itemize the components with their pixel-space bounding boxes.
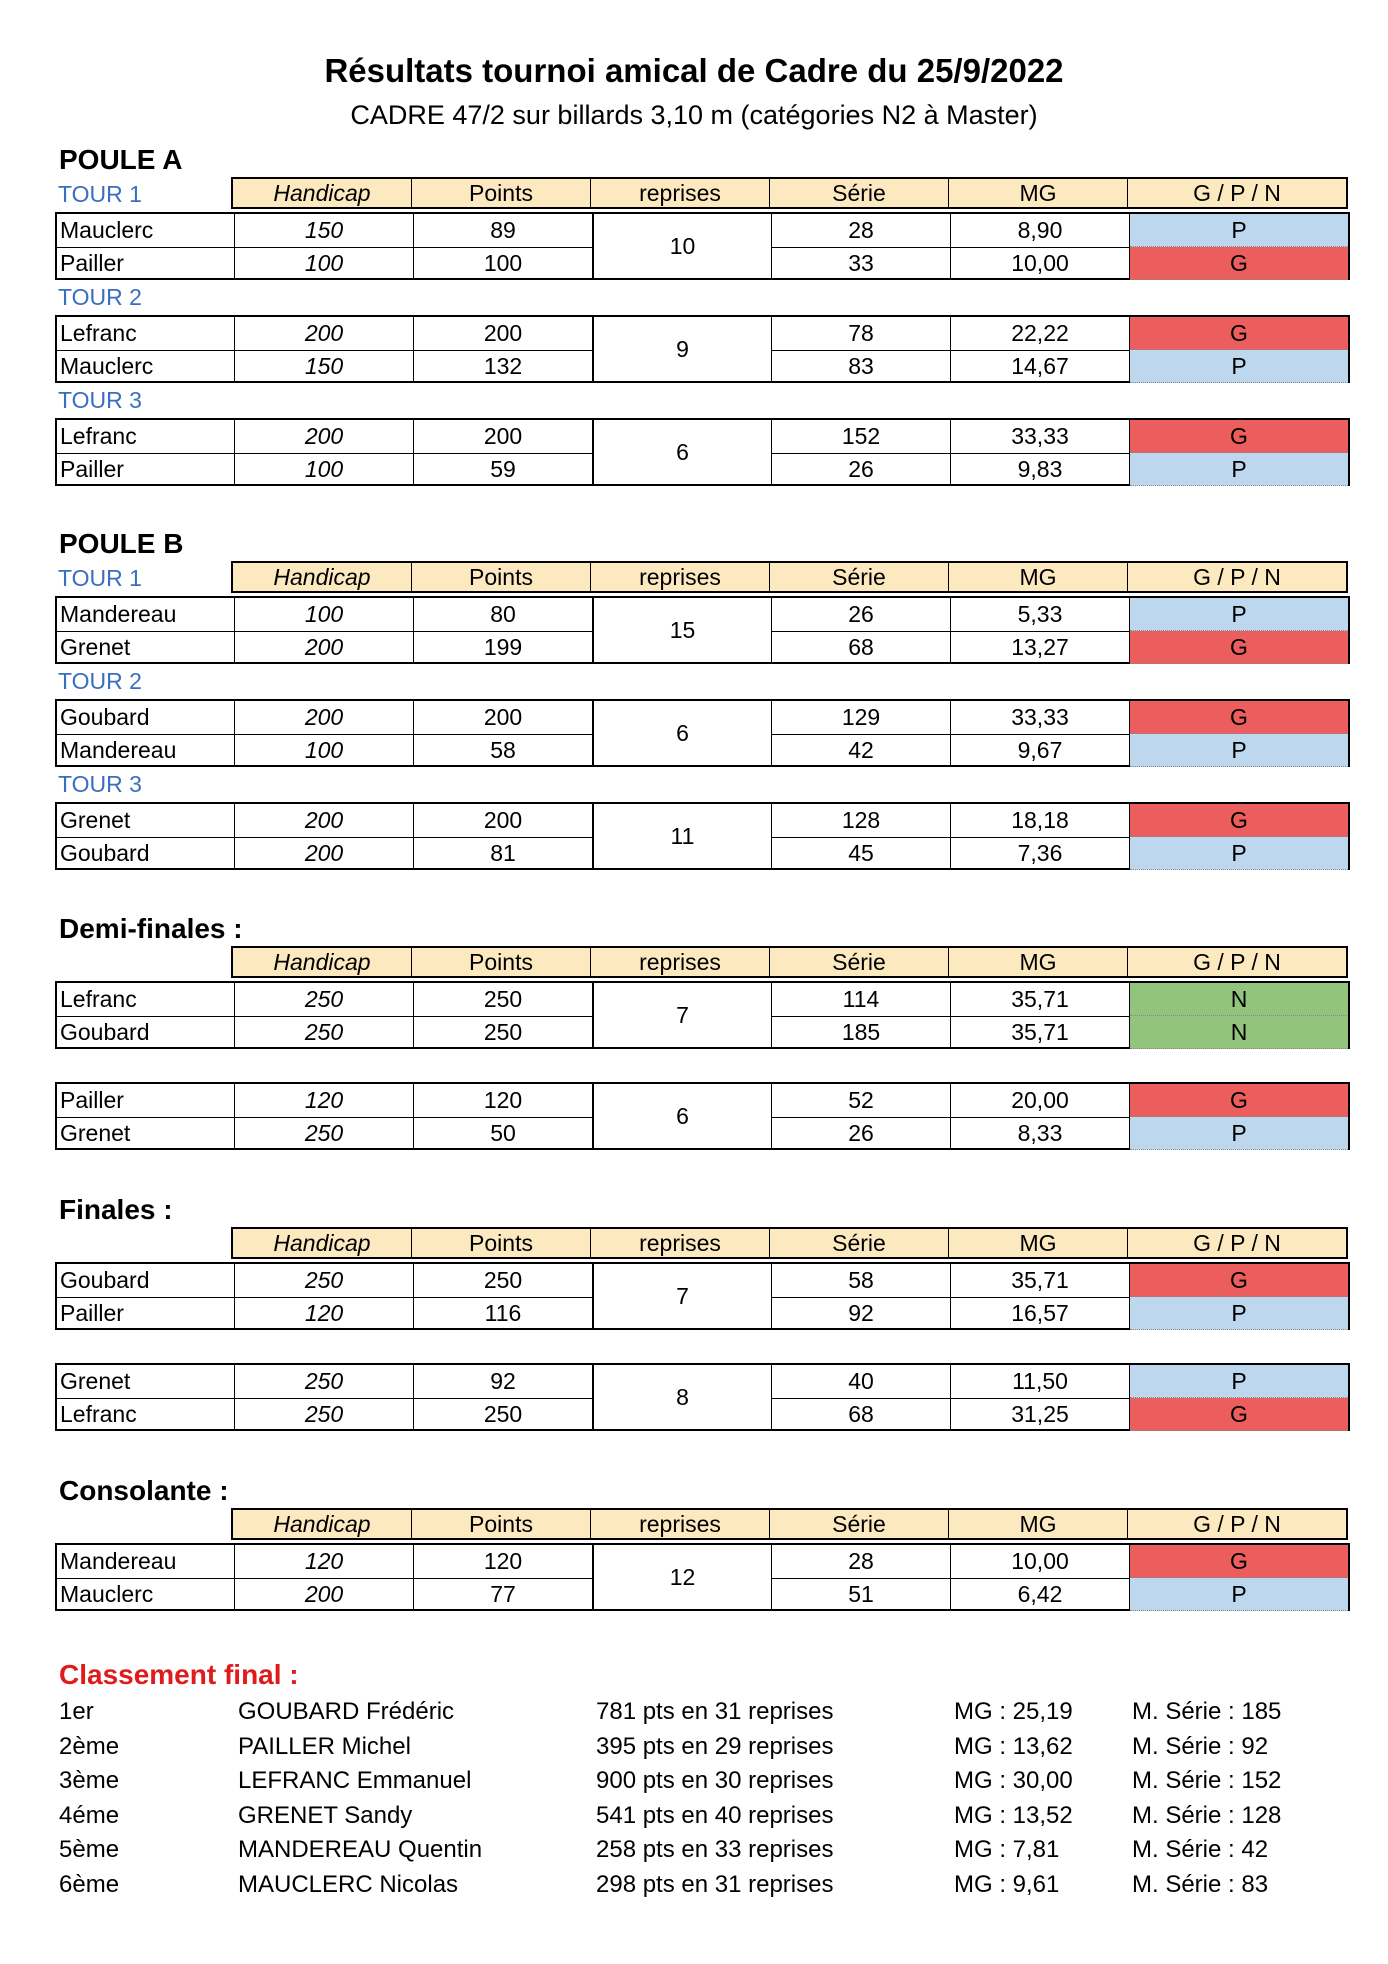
header-gpn: G / P / N — [1128, 1510, 1346, 1538]
poule-a-tour-2-header — [55, 280, 1348, 314]
player-handicap: 100 — [235, 598, 414, 631]
player-result: P — [1130, 734, 1348, 767]
match-table — [55, 315, 1350, 383]
header-reprises: reprises — [591, 179, 770, 207]
player-result: P — [1130, 350, 1348, 383]
classement-mg: MG : 13,52 — [954, 1801, 1073, 1829]
header-gpn: G / P / N — [1128, 563, 1346, 591]
player-serie: 185 — [772, 1016, 951, 1049]
classement-name: PAILLER Michel — [238, 1732, 411, 1760]
player-result: P — [1130, 1578, 1348, 1611]
poule-a-title: POULE A — [59, 144, 183, 175]
player-points: 200 — [414, 420, 593, 453]
player-handicap: 250 — [235, 1264, 414, 1297]
classement-mg: MG : 30,00 — [954, 1767, 1073, 1794]
player-serie: 28 — [772, 1545, 951, 1578]
player-name: Mandereau — [57, 598, 235, 631]
header-points: Points — [412, 563, 591, 591]
player-serie: 26 — [772, 1117, 951, 1150]
demi-header-row — [55, 946, 1348, 980]
player-points: 100 — [414, 247, 593, 280]
header-points: Points — [412, 1229, 591, 1257]
match-table — [55, 1262, 1350, 1330]
player-name: Pailler — [57, 247, 235, 280]
player-handicap: 200 — [235, 1578, 414, 1611]
player-name: Grenet — [57, 1365, 235, 1398]
consolante-header-row — [55, 1508, 1348, 1542]
player-serie: 68 — [772, 1398, 951, 1431]
player-serie: 42 — [772, 734, 951, 767]
player-mg: 10,00 — [951, 1545, 1130, 1578]
player-handicap: 200 — [235, 317, 414, 350]
player-result: N — [1130, 983, 1348, 1016]
player-handicap: 100 — [235, 247, 414, 280]
header-gpn: G / P / N — [1128, 179, 1346, 207]
header-mg: MG — [949, 948, 1128, 976]
player-points: 250 — [414, 1016, 593, 1049]
player-result: G — [1130, 701, 1348, 734]
match-table — [55, 1543, 1350, 1611]
header-serie: Série — [770, 179, 949, 207]
player-points: 120 — [414, 1084, 593, 1117]
match-reprises: 8 — [593, 1365, 772, 1429]
player-serie: 78 — [772, 317, 951, 350]
player-serie: 128 — [772, 804, 951, 837]
match-table — [55, 596, 1350, 664]
classement-pts: 298 pts en 31 reprises — [596, 1870, 834, 1898]
player-points: 81 — [414, 837, 593, 870]
match-table — [55, 418, 1350, 486]
classement-rows — [59, 1695, 1339, 1902]
player-name: Lefranc — [57, 1398, 235, 1431]
classement-pts: 900 pts en 30 reprises — [596, 1767, 834, 1794]
header-mg: MG — [949, 1510, 1128, 1538]
player-serie: 45 — [772, 837, 951, 870]
classement-rank: 1er — [59, 1698, 94, 1725]
player-points: 132 — [414, 350, 593, 383]
classement-mg: MG : 25,19 — [954, 1698, 1073, 1725]
poule-a-tour-3-header — [55, 383, 1348, 417]
classement-row — [59, 1833, 1339, 1868]
poule-b-tour-2-header — [55, 664, 1348, 698]
player-points: 250 — [414, 1264, 593, 1297]
player-handicap: 250 — [235, 1365, 414, 1398]
player-name: Lefranc — [57, 983, 235, 1016]
player-handicap: 250 — [235, 1398, 414, 1431]
consolante-title: Consolante : — [59, 1475, 229, 1506]
player-result: G — [1130, 317, 1348, 350]
finales-title: Finales : — [59, 1194, 173, 1225]
match-table — [55, 981, 1350, 1049]
player-result: P — [1130, 837, 1348, 870]
player-points: 116 — [414, 1297, 593, 1330]
player-serie: 68 — [772, 631, 951, 664]
player-serie: 92 — [772, 1297, 951, 1330]
player-mg: 11,50 — [951, 1365, 1130, 1398]
player-name: Grenet — [57, 1117, 235, 1150]
classement-rank: 2ème — [59, 1732, 120, 1760]
match-reprises: 6 — [593, 701, 772, 765]
header-handicap: Handicap — [233, 948, 412, 976]
player-name: Grenet — [57, 631, 235, 664]
player-serie: 51 — [772, 1578, 951, 1611]
tour-label: TOUR 2 — [58, 668, 142, 694]
player-points: 92 — [414, 1365, 593, 1398]
player-result: P — [1130, 214, 1348, 247]
player-name: Goubard — [57, 1016, 235, 1049]
header-serie: Série — [770, 563, 949, 591]
player-serie: 152 — [772, 420, 951, 453]
player-handicap: 120 — [235, 1084, 414, 1117]
player-result: P — [1130, 1117, 1348, 1150]
classement-row — [59, 1695, 1339, 1730]
match-reprises: 7 — [593, 983, 772, 1047]
classement-pts: 781 pts en 31 reprises — [596, 1698, 834, 1725]
player-mg: 35,71 — [951, 983, 1130, 1016]
player-result: N — [1130, 1016, 1348, 1049]
match-reprises: 11 — [593, 804, 772, 868]
header-serie: Série — [770, 948, 949, 976]
match-table — [55, 802, 1350, 870]
player-mg: 35,71 — [951, 1264, 1130, 1297]
player-handicap: 120 — [235, 1297, 414, 1330]
player-points: 120 — [414, 1545, 593, 1578]
match-reprises: 7 — [593, 1264, 772, 1328]
player-result: G — [1130, 804, 1348, 837]
tour-label: TOUR 3 — [58, 771, 142, 797]
header-points: Points — [412, 179, 591, 207]
player-mg: 9,83 — [951, 453, 1130, 486]
player-mg: 35,71 — [951, 1016, 1130, 1049]
player-name: Mauclerc — [57, 214, 235, 247]
player-mg: 20,00 — [951, 1084, 1130, 1117]
header-reprises: reprises — [591, 563, 770, 591]
classement-ms: M. Série : 185 — [1132, 1698, 1282, 1725]
player-result: P — [1130, 1365, 1348, 1398]
classement-name: LEFRANC Emmanuel — [238, 1767, 472, 1794]
classement-row — [59, 1764, 1339, 1799]
player-serie: 52 — [772, 1084, 951, 1117]
classement-mg: MG : 9,61 — [954, 1870, 1060, 1898]
poule-b-tour-1-header — [55, 561, 1348, 595]
header-reprises: reprises — [591, 1510, 770, 1538]
classement-ms: M. Série : 152 — [1132, 1767, 1282, 1794]
classement-name: GOUBARD Frédéric — [238, 1698, 455, 1725]
player-handicap: 250 — [235, 1117, 414, 1150]
table-header — [231, 1508, 1348, 1540]
player-serie: 26 — [772, 598, 951, 631]
player-mg: 33,33 — [951, 701, 1130, 734]
poule-a-tour-1-header — [55, 177, 1348, 211]
classement-row — [59, 1799, 1339, 1834]
player-name: Mandereau — [57, 1545, 235, 1578]
player-result: G — [1130, 1398, 1348, 1431]
player-name: Lefranc — [57, 420, 235, 453]
player-handicap: 150 — [235, 214, 414, 247]
player-points: 77 — [414, 1578, 593, 1611]
player-mg: 13,27 — [951, 631, 1130, 664]
player-points: 80 — [414, 598, 593, 631]
player-name: Goubard — [57, 837, 235, 870]
player-handicap: 100 — [235, 734, 414, 767]
header-reprises: reprises — [591, 948, 770, 976]
match-reprises: 6 — [593, 1084, 772, 1148]
player-result: P — [1130, 1297, 1348, 1330]
match-reprises: 15 — [593, 598, 772, 662]
table-header — [231, 946, 1348, 978]
player-handicap: 200 — [235, 631, 414, 664]
player-mg: 5,33 — [951, 598, 1130, 631]
tour-label: TOUR 1 — [58, 181, 142, 207]
poule-a-section — [55, 143, 1348, 486]
match-reprises: 12 — [593, 1545, 772, 1609]
classement-row — [59, 1730, 1339, 1765]
player-serie: 58 — [772, 1264, 951, 1297]
classement-rank: 6ème — [59, 1870, 120, 1898]
player-points: 200 — [414, 701, 593, 734]
player-result: G — [1130, 420, 1348, 453]
match-reprises: 6 — [593, 420, 772, 484]
header-handicap: Handicap — [233, 1229, 412, 1257]
header-points: Points — [412, 948, 591, 976]
classement-name: GRENET Sandy — [238, 1801, 413, 1829]
player-name: Goubard — [57, 1264, 235, 1297]
player-name: Lefranc — [57, 317, 235, 350]
player-mg: 31,25 — [951, 1398, 1130, 1431]
finales-header-row — [55, 1227, 1348, 1261]
classement-rank: 5ème — [59, 1836, 120, 1863]
table-header — [231, 177, 1348, 209]
player-mg: 18,18 — [951, 804, 1130, 837]
player-points: 59 — [414, 453, 593, 486]
match-reprises: 10 — [593, 214, 772, 278]
player-handicap: 200 — [235, 804, 414, 837]
player-serie: 28 — [772, 214, 951, 247]
match-table — [55, 1082, 1350, 1150]
player-points: 89 — [414, 214, 593, 247]
player-handicap: 200 — [235, 420, 414, 453]
poule-b-section — [55, 527, 1348, 870]
player-points: 199 — [414, 631, 593, 664]
player-name: Pailler — [57, 1297, 235, 1330]
header-gpn: G / P / N — [1128, 1229, 1346, 1257]
consolante-section — [55, 1474, 1348, 1611]
player-serie: 83 — [772, 350, 951, 383]
match-reprises: 9 — [593, 317, 772, 381]
header-mg: MG — [949, 563, 1128, 591]
player-points: 200 — [414, 317, 593, 350]
classement-row — [59, 1868, 1339, 1903]
player-name: Grenet — [57, 804, 235, 837]
poule-b-title: POULE B — [59, 528, 184, 559]
player-serie: 40 — [772, 1365, 951, 1398]
header-reprises: reprises — [591, 1229, 770, 1257]
classement-title: Classement final : — [59, 1659, 299, 1690]
tour-label: TOUR 2 — [58, 284, 142, 310]
header-gpn: G / P / N — [1128, 948, 1346, 976]
classement-pts: 541 pts en 40 reprises — [596, 1801, 834, 1829]
header-handicap: Handicap — [233, 179, 412, 207]
header-points: Points — [412, 1510, 591, 1538]
player-result: G — [1130, 1264, 1348, 1297]
player-mg: 8,90 — [951, 214, 1130, 247]
player-result: G — [1130, 631, 1348, 664]
classement-ms: M. Série : 92 — [1132, 1732, 1269, 1760]
tour-label: TOUR 1 — [58, 565, 142, 591]
player-name: Mandereau — [57, 734, 235, 767]
tour-label: TOUR 3 — [58, 387, 142, 413]
classement-name: MAUCLERC Nicolas — [238, 1870, 459, 1898]
classement-pts: 395 pts en 29 reprises — [596, 1732, 834, 1760]
player-handicap: 120 — [235, 1545, 414, 1578]
player-points: 58 — [414, 734, 593, 767]
player-handicap: 250 — [235, 983, 414, 1016]
classement-ms: M. Série : 42 — [1132, 1836, 1269, 1863]
player-name: Mauclerc — [57, 1578, 235, 1611]
page-subtitle: CADRE 47/2 sur billards 3,10 m (catégories N2 à Master) — [350, 100, 1038, 130]
player-result: G — [1130, 247, 1348, 280]
player-points: 200 — [414, 804, 593, 837]
player-serie: 26 — [772, 453, 951, 486]
player-mg: 33,33 — [951, 420, 1130, 453]
header-serie: Série — [770, 1510, 949, 1538]
player-handicap: 150 — [235, 350, 414, 383]
player-result: P — [1130, 598, 1348, 631]
player-points: 250 — [414, 983, 593, 1016]
player-mg: 16,57 — [951, 1297, 1130, 1330]
player-mg: 9,67 — [951, 734, 1130, 767]
classement-name: MANDEREAU Quentin — [238, 1836, 483, 1863]
page-title: Résultats tournoi amical de Cadre du 25/9/2022 — [324, 52, 1064, 89]
player-points: 50 — [414, 1117, 593, 1150]
poule-b-tour-3-header — [55, 767, 1348, 801]
player-mg: 10,00 — [951, 247, 1130, 280]
player-name: Goubard — [57, 701, 235, 734]
classement-ms: M. Série : 128 — [1132, 1801, 1282, 1829]
player-handicap: 200 — [235, 837, 414, 870]
player-handicap: 250 — [235, 1016, 414, 1049]
table-header — [231, 561, 1348, 593]
player-mg: 14,67 — [951, 350, 1130, 383]
demi-section — [55, 912, 1348, 1150]
player-mg: 7,36 — [951, 837, 1130, 870]
classement-rank: 4éme — [59, 1801, 120, 1829]
player-mg: 22,22 — [951, 317, 1130, 350]
header-mg: MG — [949, 179, 1128, 207]
header-handicap: Handicap — [233, 563, 412, 591]
match-table — [55, 1363, 1350, 1431]
player-result: P — [1130, 453, 1348, 486]
demi-title: Demi-finales : — [59, 913, 243, 944]
player-mg: 8,33 — [951, 1117, 1130, 1150]
match-table — [55, 699, 1350, 767]
classement-section — [59, 1655, 1339, 1902]
match-table — [55, 212, 1350, 280]
classement-mg: MG : 7,81 — [954, 1836, 1060, 1863]
classement-pts: 258 pts en 33 reprises — [596, 1836, 834, 1863]
player-handicap: 200 — [235, 701, 414, 734]
player-serie: 33 — [772, 247, 951, 280]
header-mg: MG — [949, 1229, 1128, 1257]
classement-ms: M. Série : 83 — [1132, 1870, 1269, 1898]
player-handicap: 100 — [235, 453, 414, 486]
player-serie: 129 — [772, 701, 951, 734]
table-header — [231, 1227, 1348, 1259]
player-name: Mauclerc — [57, 350, 235, 383]
finales-section — [55, 1193, 1348, 1431]
classement-mg: MG : 13,62 — [954, 1732, 1073, 1760]
player-points: 250 — [414, 1398, 593, 1431]
player-mg: 6,42 — [951, 1578, 1130, 1611]
player-result: G — [1130, 1545, 1348, 1578]
player-name: Pailler — [57, 1084, 235, 1117]
classement-rank: 3ème — [59, 1767, 120, 1794]
player-result: G — [1130, 1084, 1348, 1117]
header-handicap: Handicap — [233, 1510, 412, 1538]
player-serie: 114 — [772, 983, 951, 1016]
header-serie: Série — [770, 1229, 949, 1257]
player-name: Pailler — [57, 453, 235, 486]
